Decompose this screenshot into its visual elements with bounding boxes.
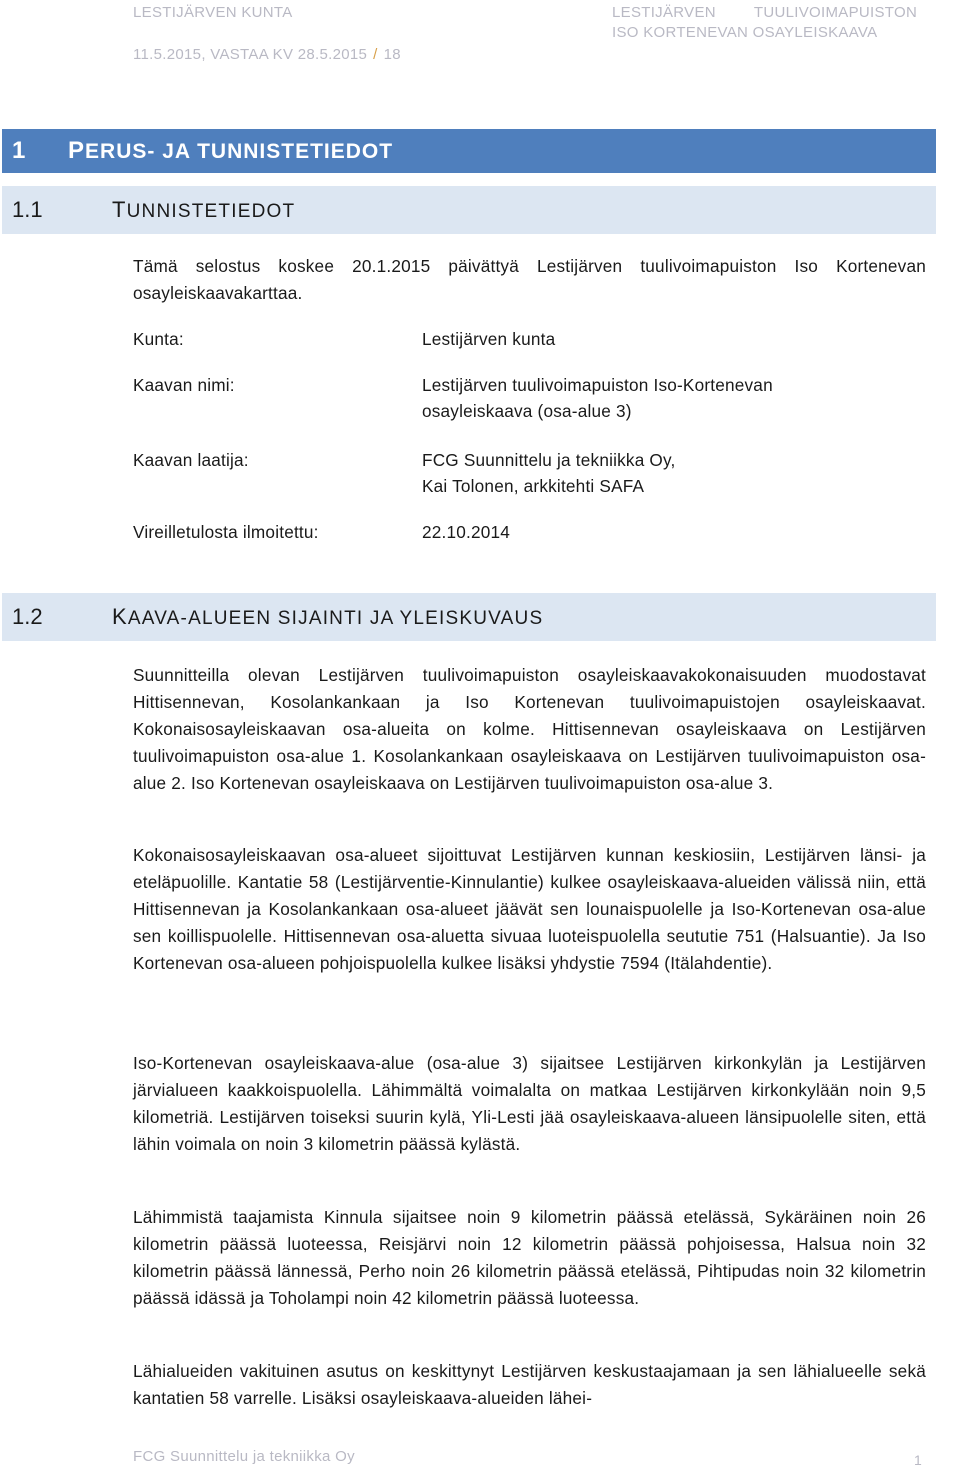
- intro-paragraph: Tämä selostus koskee 20.1.2015 päivättyä Lestijärven tuulivoimapuiston Iso Kortenevan osayleiskaavakarttaa.: [133, 256, 926, 303]
- footer-page-number: 1: [914, 1452, 922, 1468]
- section-1-title-rest: ERUS- JA TUNNISTETIEDOT: [85, 140, 394, 163]
- header-project-type: TUULIVOIMAPUISTON: [753, 4, 918, 21]
- paragraph-1: Suunnitteilla olevan Lestijärven tuulivoimapuiston osayleiskaavakokonaisuuden muodostavat Hittisennevan, Kosolankankaan ja Iso Kortenevan tuulivoimapuistojen osayleiskaavat. Kokonaisosayleiskaavan osa-alueita on kolme. Hittisennevan osayleiskaava on Lestijärven tuulivoimapuiston osa-alue 1. Kosolankankaan osayleiskaava on Lestijärven tuulivoimapuiston osa-alue 2. Iso Kortenevan osayleiskaava on Lestijärven tuulivoimapuiston osa-alue 3.: [133, 665, 926, 793]
- section-1-heading: [2, 129, 936, 173]
- kaavan-nimi-label: Kaavan nimi:: [133, 375, 235, 395]
- kaavan-laatija-label: Kaavan laatija:: [133, 450, 249, 470]
- section-1-number: 1: [12, 137, 26, 164]
- paragraph-3: Iso-Kortenevan osayleiskaava-alue (osa-alue 3) sijaitsee Lestijärven kirkonkylän ja Lestijärven järvialueen kaakkoispuolella. Lähimmältä voimalalta on matkaa Lestijärven kirkonkylään noin 9,5 kilometriä. Lestijärven toiseksi suurin kylä, Yli-Lesti jää osayleiskaava-alueen länsipuolelle siten, että lähin voimala on noin 3 kilometrin päässä kylästä.: [133, 1053, 926, 1154]
- header-date: [133, 46, 401, 63]
- vireilletulo-label: Vireilletulosta ilmoitettu:: [133, 522, 319, 542]
- paragraph-2: Kokonaisosayleiskaavan osa-alueet sijoittuvat Lestijärven kunnan keskiosiin, Lestijärven länsi- ja eteläpuolille. Kantatie 58 (Lestijärventie-Kinnulantie) kulkee osayleiskaava-alueiden välissä niin, että Hittisennevan ja Kosolankankaan osa-alueet jäävät sen lounaispuolelle ja Iso-Kortenevan osa-alue sen koillispuolelle. Hittisennevan osa-aluetta sivuaa luoteispuolella seututie 751 (Halsuantie). Ja Iso Kortenevan osa-alueen pohjoispuolella kulkee lisäksi yhdystie 7594 (Itälahdentie).: [133, 845, 926, 973]
- footer-company: FCG Suunnittelu ja tekniikka Oy: [133, 1448, 355, 1465]
- header-project-municipality: LESTIJÄRVEN: [612, 4, 716, 21]
- kunta-label: Kunta:: [133, 329, 184, 349]
- kaavan-nimi-value: Lestijärven tuulivoimapuiston Iso-Kortenevan osayleiskaava (osa-alue 3): [422, 375, 773, 421]
- vireilletulo-value: 22.10.2014: [422, 522, 511, 542]
- section-1-2-title-initial: K: [112, 604, 128, 629]
- header-project-line1: [612, 4, 917, 21]
- section-1-1-title-initial: T: [112, 197, 127, 222]
- kaavan-laatija-value-2: Kai Tolonen, arkkitehti SAFA: [422, 476, 645, 496]
- section-1-1-number: 1.1: [12, 197, 43, 222]
- header-date-text: 11.5.2015, VASTAA KV 28.5.2015: [133, 46, 368, 63]
- kaavan-laatija-value-1: FCG Suunnittelu ja tekniikka Oy,: [422, 450, 676, 470]
- header-separator: /: [373, 46, 378, 63]
- paragraph-5: Lähialueiden vakituinen asutus on keskittynyt Lestijärven keskustaajamaan ja sen lähialueelle sekä kantatien 58 varrelle. Lisäksi osayleiskaava-alueiden lähei-: [133, 1361, 926, 1408]
- section-1-title-initial: P: [68, 137, 86, 164]
- header-page-number: 18: [383, 46, 401, 63]
- section-1-2-number: 1.2: [12, 604, 43, 629]
- header-project-line2: ISO KORTENEVAN OSAYLEISKAAVA: [612, 24, 878, 41]
- section-1-2-title: [112, 604, 543, 630]
- header-municipality: LESTIJÄRVEN KUNTA: [133, 4, 293, 21]
- section-1-1-heading: [2, 186, 936, 234]
- section-1-2-title-rest: AAVA-ALUEEN SIJAINTI JA YLEISKUVAUS: [127, 608, 544, 629]
- section-1-title: [68, 137, 393, 165]
- kunta-value: Lestijärven kunta: [422, 329, 556, 349]
- section-1-1-title: [112, 197, 295, 223]
- section-1-2-heading: [2, 593, 936, 641]
- paragraph-4: Lähimmistä taajamista Kinnula sijaitsee noin 9 kilometrin päässä etelässä, Sykäräinen noin 26 kilometrin päässä luoteessa, Reisjärvi noin 12 kilometrin päässä pohjoisessa, Halsua noin 32 kilometrin päässä lännessä, Perho noin 26 kilometrin päässä etelässä, Pihtipudas noin 32 kilometrin päässä idässä ja Toholampi noin 42 kilometrin päässä luoteessa.: [133, 1207, 926, 1308]
- section-1-1-title-rest: UNNISTETIEDOT: [126, 201, 296, 222]
